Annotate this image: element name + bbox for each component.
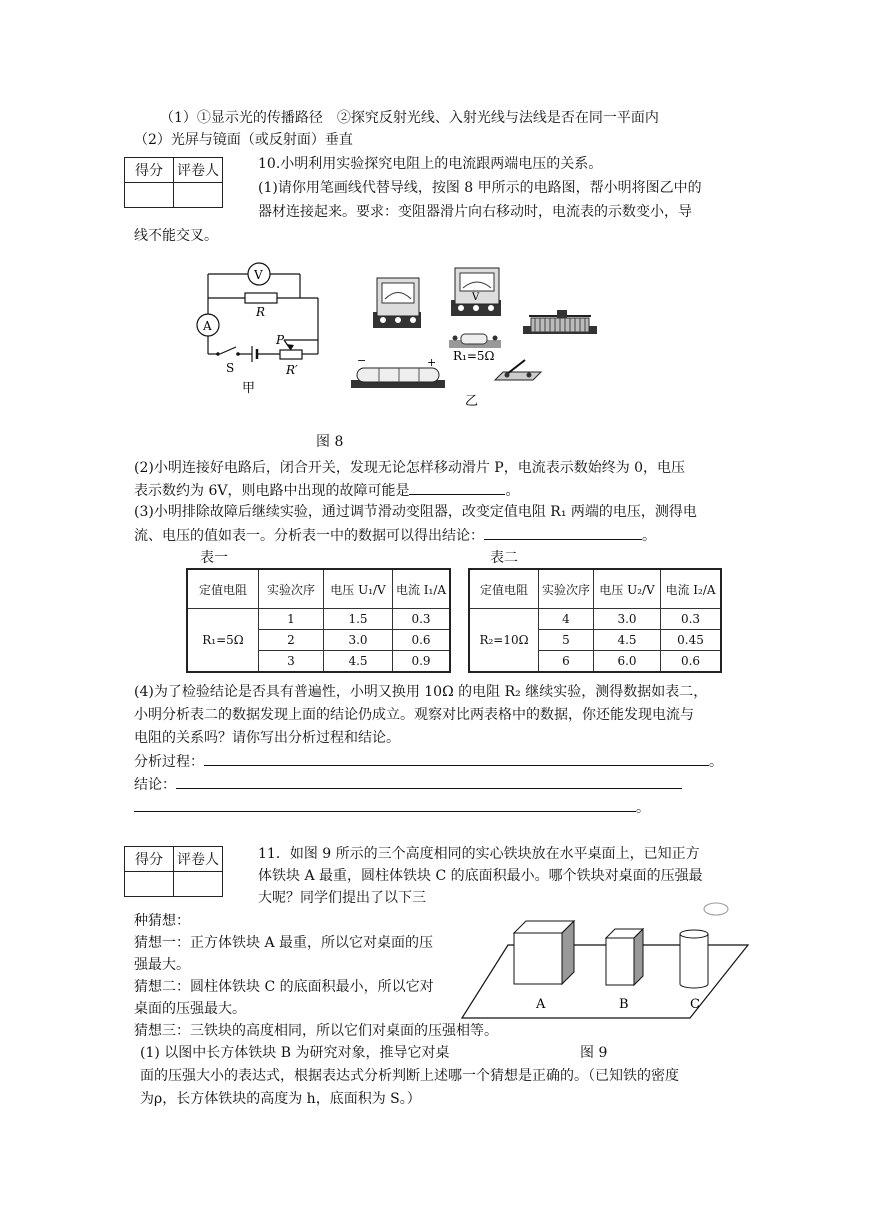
table-cell: 1.5 (324, 609, 393, 630)
table-cell: 3.0 (594, 609, 661, 630)
grader-cell[interactable] (174, 872, 223, 897)
table-cell: 6.0 (594, 651, 661, 673)
score-cell[interactable] (125, 183, 174, 208)
conclusion-answer-blank[interactable] (484, 525, 642, 540)
table-cell: 0.6 (661, 651, 722, 673)
grader-label: 评卷人 (174, 158, 223, 183)
switch-label: S (226, 361, 235, 375)
table-cell: 4.5 (324, 651, 393, 673)
q11-part1-line3: 为ρ，长方体铁块的高度为 h，底面积为 S。） (140, 1091, 421, 1107)
q11-part1-line1: (1) 以图中长方体铁块 B 为研究对象，推导它对桌 (140, 1045, 450, 1061)
guess2-line1: 猜想二：圆柱体铁块 C 的底面积最小，所以它对 (134, 979, 434, 995)
guess1-line2: 强最大。 (134, 957, 190, 973)
table-cell: 0.3 (393, 609, 451, 630)
table-cell: 5 (539, 630, 594, 651)
table-cell: 0.3 (661, 609, 722, 630)
table1-resistor: R₁=5Ω (187, 609, 259, 673)
grader-label: 评卷人 (174, 847, 223, 872)
figure-yi-label: 乙 (465, 394, 479, 409)
fault-answer-blank[interactable] (409, 480, 505, 495)
table1-caption: 表一 (200, 550, 228, 566)
q11-part1-line2: 面的压强大小的表达式，根据表达式分析判断上述哪一个猜想是正确的。（已知铁的密度 (140, 1068, 679, 1084)
table2-header: 实验次序 (539, 569, 594, 609)
ammeter-device[interactable] (373, 278, 421, 328)
q10-p2-line2: 表示数约为 6V，则电路中出现的故障可能是 。 (134, 480, 519, 501)
table2 (468, 568, 722, 673)
q11-line3: 大呢？同学们提出了以下三 (258, 890, 426, 906)
cube-a (514, 921, 574, 984)
table-cell: 3.0 (324, 630, 393, 651)
q10-p4-line2: 小明分析表二的数据发现上面的结论仍成立。观察对比两表格中的数据，你还能发现电流与 (134, 707, 694, 723)
svg-text:+: + (427, 356, 437, 369)
q10-p1-line1: (1)请你用笔画线代替导线，按图 8 甲所示的电路图，帮小明将图乙中的 (258, 180, 702, 196)
table-row (469, 609, 721, 630)
q10-p4-line3: 电阻的关系吗？请你写出分析过程和结论。 (134, 730, 400, 746)
q11-line2: 体铁块 A 最重，圆柱体铁块 C 的底面积最小。哪个铁块对桌面的压强最 (258, 868, 703, 884)
switch-device[interactable] (495, 360, 541, 380)
table2-header: 电压 U₂/V (594, 569, 661, 609)
ammeter-label: A (203, 319, 212, 333)
slider-label: P (276, 333, 285, 347)
rheostat-label: R′ (286, 363, 298, 377)
table-cell: 0.6 (393, 630, 451, 651)
grader-cell[interactable] (174, 183, 223, 208)
figure-jia-label: 甲 (242, 381, 256, 396)
svg-text:V: V (472, 292, 480, 303)
conclusion-line: 结论： (134, 774, 682, 795)
figure-9-label: 图 9 (580, 1045, 608, 1061)
table-cell: 0.9 (393, 651, 451, 673)
table-cell: 6 (539, 651, 594, 673)
table1-header: 电压 U₁/V (324, 569, 393, 609)
cylinder-c (680, 930, 708, 988)
dot-ellipse (704, 903, 728, 915)
guess1-line1: 猜想一：正方体铁块 A 最重，所以它对桌面的压 (134, 935, 434, 951)
label-a: A (536, 997, 546, 1012)
q10-p2-line1: (2)小明连接好电路后，闭合开关，发现无论怎样移动滑片 P，电流表示数始终为 0，电压 (134, 460, 686, 476)
table2-header: 定值电阻 (469, 569, 539, 609)
answer-line-1: （1）①显示光的传播路径 ②探究反射光线、入射光线与法线是否在同一平面内 (160, 110, 659, 126)
analysis-line: 分析过程： 。 (134, 751, 723, 772)
table1-header: 电流 I₁/A (393, 569, 451, 609)
circuit-diagram-jia (190, 262, 330, 397)
rheostat-device[interactable] (523, 310, 597, 334)
q10-p4-line1: (4)为了检验结论是否具有普遍性，小明又换用 10Ω 的电阻 R₂ 继续实验，测得数据如表二， (134, 684, 708, 700)
q10-p3-line1: (3)小明排除故障后继续实验，通过调节滑动变阻器，改变定值电阻 R₁ 两端的电压，测得电 (134, 504, 697, 520)
guess3: 猜想三：三铁块的高度相同，所以它们对桌面的压强相等。 (134, 1023, 498, 1039)
table-cell: 3 (259, 651, 324, 673)
table2-resistor: R₂=10Ω (469, 609, 539, 673)
table-cell: 0.45 (661, 630, 722, 651)
figure-9-iron-blocks (456, 898, 756, 1038)
score-box (124, 157, 223, 208)
answer-line-2: （2）光屏与镜面（或反射面）垂直 (134, 132, 353, 148)
table2-caption: 表二 (490, 550, 518, 566)
table2-header: 电流 I₂/A (661, 569, 722, 609)
label-b: B (619, 997, 629, 1012)
svg-text:−: − (357, 354, 367, 367)
q10-p3-line2: 流、电压的值如表一。分析表一中的数据可以得出结论： 。 (134, 525, 656, 546)
conclusion-blank-1[interactable] (176, 774, 682, 789)
table-cell: 2 (259, 630, 324, 651)
table1 (186, 568, 451, 673)
table1-header: 实验次序 (259, 569, 324, 609)
score-cell[interactable] (125, 872, 174, 897)
conclusion-line-2: 。 (134, 797, 650, 818)
battery-device[interactable] (351, 354, 445, 388)
q10-p1-line2: 器材连接起来。要求：变阻器滑片向右移动时，电流表的示数变小，导 (258, 204, 692, 220)
figure-8-label: 图 8 (316, 434, 344, 450)
conclusion-blank-2[interactable] (134, 797, 636, 812)
score-label: 得分 (125, 847, 174, 872)
table-cell: 4 (539, 609, 594, 630)
table-cell: 1 (259, 609, 324, 630)
apparatus-yi (345, 262, 605, 412)
voltmeter-device[interactable] (451, 268, 501, 316)
score-box-2 (124, 846, 223, 897)
guess2-line2: 桌面的压强最大。 (134, 1001, 246, 1017)
table1-header: 定值电阻 (187, 569, 259, 609)
resistor-r1-label: R₁=5Ω (453, 349, 495, 363)
table-row (187, 609, 450, 630)
resistor-label: R (256, 305, 266, 319)
voltmeter-label: V (254, 268, 263, 282)
resistor-r1-device[interactable] (449, 334, 501, 348)
q11-line1: 11．如图 9 所示的三个高度相同的实心铁块放在水平桌面上，已知正方 (258, 846, 700, 862)
q10-p1-line3: 线不能交叉。 (134, 228, 218, 244)
cuboid-b (606, 929, 643, 985)
label-c: C (690, 997, 700, 1012)
q11-line4: 种猜想： (134, 913, 190, 929)
score-label: 得分 (125, 158, 174, 183)
q10-title: 10.小明利用实验探究电阻上的电流跟两端电压的关系。 (258, 156, 603, 172)
analysis-answer-blank[interactable] (204, 751, 709, 766)
table-cell: 4.5 (594, 630, 661, 651)
